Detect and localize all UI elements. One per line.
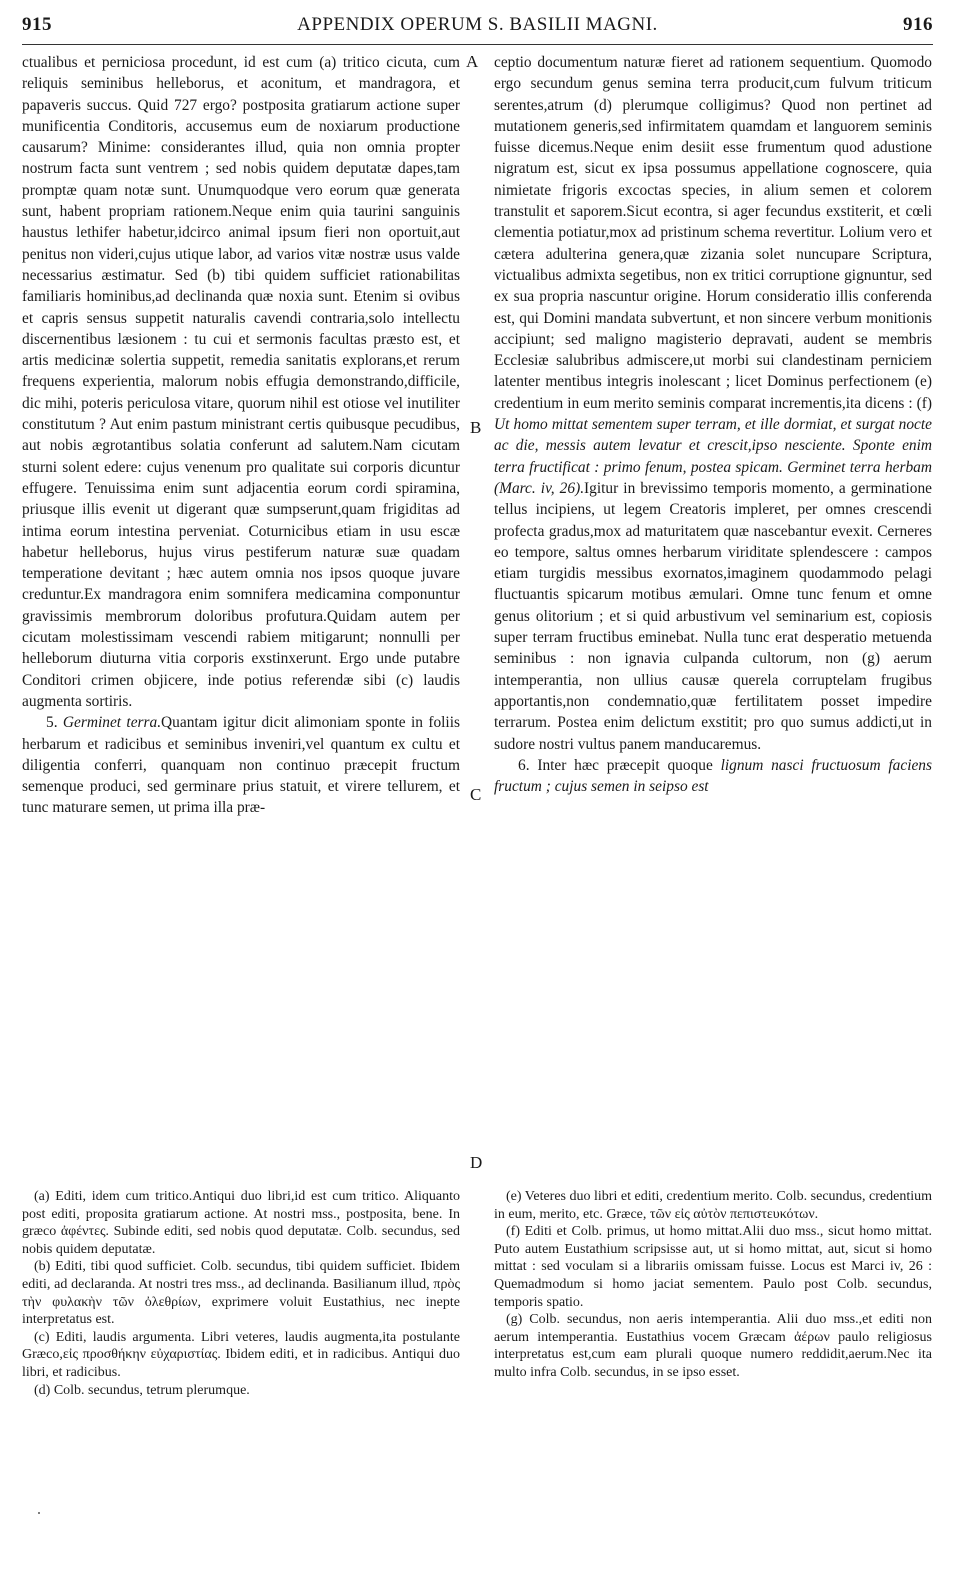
page-header <box>22 14 933 42</box>
stray-mark <box>38 1512 40 1514</box>
scripture-quote: lignum nasci fructuosum faciens fructum ; cujus semen in seipso est <box>494 756 932 796</box>
section-marker-d: D <box>470 1153 483 1172</box>
scripture-quote: Ut homo mittat sementem super terram, et ille dormiat, et surgat nocte ac die, messis autem levatur et crescit,ipso nesciente. Sponte enim terra fructificat : primo fenum, postea spicam. Germinet terra herbam (Marc. iv, 26). <box>494 416 932 497</box>
right-paragraph-1-rest: Igitur in brevissimo temporis momento, a germinatione tellus incipiens, ut legem Creatoris impleret, per omnes crescendi profecta gradus,mox ad maturitatem quæ nascebantur evexit. Cerneres eo tempore, saltus omnes herbarum viriditate splendescere : campos etiam turgidis messibus exornatos,imaginem quodammodo pelagi fluctuantis spicarum motibus æmulari. Omne tunc fenum et omne genus olitorium ; et si quid arbustivum vel seminarium est, copiosis super terram fructibus eminebat. Nulla tunc erat desperatio metuenda seminibus : non ignavia culpanda cultorum, non (g) aerum intemperantia, non ullius causæ querela corruptelam frugibus apportantis,non condemnatio,quæ fertilitatem posset impedire terrarum. Postea enim delictum exstitit; pro quo sumus addicti,ut in sudore nostri vultus panem manducaremus. <box>494 479 933 753</box>
footnote-c: (c) Editi, laudis argumenta. Libri veteres, laudis augmenta,ita postulante Græco,εἰς προσθήκην εὐχαριστίας. Ibidem editi, et in radicibus. Antiqui duo libri, et radicibus. <box>22 1329 460 1380</box>
running-title: APPENDIX OPERUM S. BASILII MAGNI. <box>297 14 658 35</box>
section-marker-a: A <box>466 52 479 71</box>
footnote-f: (f) Editi et Colb. primus, ut homo mittat.Alii duo mss., sicut homo mittat. Puto autem Eustathium scripsisse aut, ut si homo mittat, aut, sicut si homo mittat : sed voculam si a librariis omissam fuisse. Locus est Marci iv, 26 : Quemadmodum si homo jaciat sementem. Paulo post Colb. secundus, temporis spatio. <box>494 1224 932 1310</box>
footnote-g: (g) Colb. secundus, non aeris intemperantia. Alii duo mss.,et editi non aerum intemperantia. Eustathius vocem Græcam ἀέρων paulo religiosus interpretatus est,cum eam plurali quoque numero reddidit,aerum.Nec ita multo infra Colb. secundus, in se ipso esset. <box>494 1312 932 1380</box>
footnote-a: (a) Editi, idem cum tritico.Antiqui duo libri,id est cum tritico. Aliquanto post editi, proposita gratiarum actione. At nostri mss., postposita, bene. In græco ἀφέντες. Subinde editi, sed nobis quod deputatæ. Colb. secundus, sed nobis quidem deputatæ. <box>22 1189 460 1257</box>
right-paragraph-1-text: ceptio documentum naturæ fieret ad rationem sequentium. Quomodo ergo secundum genus semina terra producit,cum fulvum triticum serentes,atrum (d) plerumque colligimus? Quod non pertinet ad mutationem generis,sed infirmitatem quamdam et languorem seminis fuisse dicemus.Neque enim desiit esse frumentum quod adustione nigratum est, sicut ex ipsa possumus appellatione cognoscere, quia nimietate frigoris excoctas species, in alium semen et colorem transtulit et saporem.Sicut econtra, si ager fecundus exstiterit, et cœli clementia potiatur,mox ad pristinum schema revertitur. Lolium vero et cætera adulterina genera,quæ zizania solet nuncupare Scriptura, victualibus admixta segetibus, non ex tritici corruptione gignuntur, sed ex sua propria nascuntur origine. Horum consideratio illis conferenda est, qui Domini mandata subvertunt, et non sincere verbum monitionis accipiunt; sed maligno magisterio depravati, audent se membris Ecclesiæ salubribus admiscere,ut morbi sui clandestinam perniciem latenter mentibus integris inolescant ; licet Dominus perfectionem (e) credentium in eum merito seminis comparat incrementis,ita dicens : (f) <box>494 54 932 412</box>
section-number: 5. <box>46 714 58 732</box>
section-number: 6. <box>518 756 530 774</box>
footnote-b: (b) Editi, tibi quod sufficiet. Colb. secundus, tibi quidem sufficiet. Ibidem editi, ad declaranda. At nostri tres mss., ad declinanda. Basilianum illud, πρὸς τὴν φυλακὴν τῶν ὀλεθρίων, exprimere voluit Eustathius, nec inepte interpretatus est. <box>22 1259 460 1328</box>
page-number-left: 915 <box>22 14 52 35</box>
footnote-e: (e) Veteres duo libri et editi, credentium merito. Colb. secundus, credentium in eum, merito, etc. Græce, τῶν εἰς αὐτὸν πεπιστευκότων. <box>494 1189 932 1222</box>
section-marker-b: B <box>470 418 482 437</box>
right-paragraph-1 <box>494 52 932 755</box>
left-column <box>22 52 460 819</box>
page-number-right: 916 <box>903 14 933 35</box>
footnotes-right <box>494 1188 932 1382</box>
footnote-d: (d) Colb. secundus, tetrum plerumque. <box>34 1382 250 1398</box>
left-paragraph-2-text: Quantam igitur dicit alimoniam sponte in foliis herbarum et radicibus et seminibus inveniri,vel quantum ex cultu et diligentia conferri, quanquam non continuo præcepit fructum semenque produci, sed germinare prius statuit, et virere tellurem, et tunc maturare semen, ut prima illa præ- <box>22 714 460 817</box>
lemma: Germinet terra. <box>62 714 162 732</box>
header-rule <box>22 44 933 45</box>
section-marker-c: C <box>470 785 482 804</box>
left-paragraph-2 <box>22 712 460 818</box>
left-paragraph-1: ctualibus et perniciosa procedunt, id est cum (a) tritico cicuta, cum reliquis seminibus helleborus, et aconitum, et mandragora, et papaveris succus. Quid 727 ergo? postposita gratiarum actione super munificentia Conditoris, accusemus eum de noxiarum productione causarum? Minime: considerantes illud, quia non omnia propter nostrum facta sunt ventrem ; sed nobis quidem deputatæ dapes,tam promptæ quam notæ sunt. Unumquodque vero eorum quæ generata sunt, habent propriam rationem.Neque enim quia taurini sanguinis haustus lethifer habetur,idcirco animal ipsum fieri non oportuit,aut penitus non videri,cujus utique labor, ad varios vitæ nostræ usus valde necessarius æstimatur. Sed (b) tibi quidem sufficiet rationabilitas familiaris hominibus,ad declinanda quæ noxia sunt. Etenim si ovibus et capris sensus suppetit naturalis cavendi contraria,solo intellectu discernentibus læsionem : tu cui et sermonis facultas præsto est, et artis medicinæ solertia suppetit, remedia sanitatis explorans,et rerum frequens experientia, malorum nobis effugia demonstrando,difficile, dic mihi, poteris periculosa vitare, quorum nihil est otiose vel inutiliter constitutum ? Aut enim pastum ministrant certis quibusque pecudibus, aut nobis ægrotantibus solatia conferunt ad salutem.Nam cicutam sturni solent edere: cujus venenum pro qualitate sui corporis dicuntur effugere. Tenuissima enim sunt adjacentia eorum cordi spiramina, priusque illis evenit ut digerant quæ sumpserunt,quam frigiditas ad intima eorum intestina perveniat. Coturnicibus etiam in usu escæ habetur helleborus, hujus virus pestiferum naturæ suæ quadam temperatione devitant ; hæc autem omnia nos ipsos quoque juvare creduntur.Ex mandragora enim somnifera medicamina componuntur gravissimis membrorum doloribus profutura.Quidam autem per cicutam molestissimam vescendi rabiem mitigarunt; nonnulli per helleborum diuturna vitia corporis exstinxerunt. Ergo unde putabre Conditori crimen objicere, inde potius referendæ sibi (c) laudis augmenta sortiris. <box>22 54 460 710</box>
right-paragraph-2-text: Inter hæc præcepit quoque <box>537 756 713 774</box>
right-paragraph-2 <box>494 755 932 798</box>
right-column <box>494 52 932 797</box>
footnotes-left <box>22 1188 460 1399</box>
